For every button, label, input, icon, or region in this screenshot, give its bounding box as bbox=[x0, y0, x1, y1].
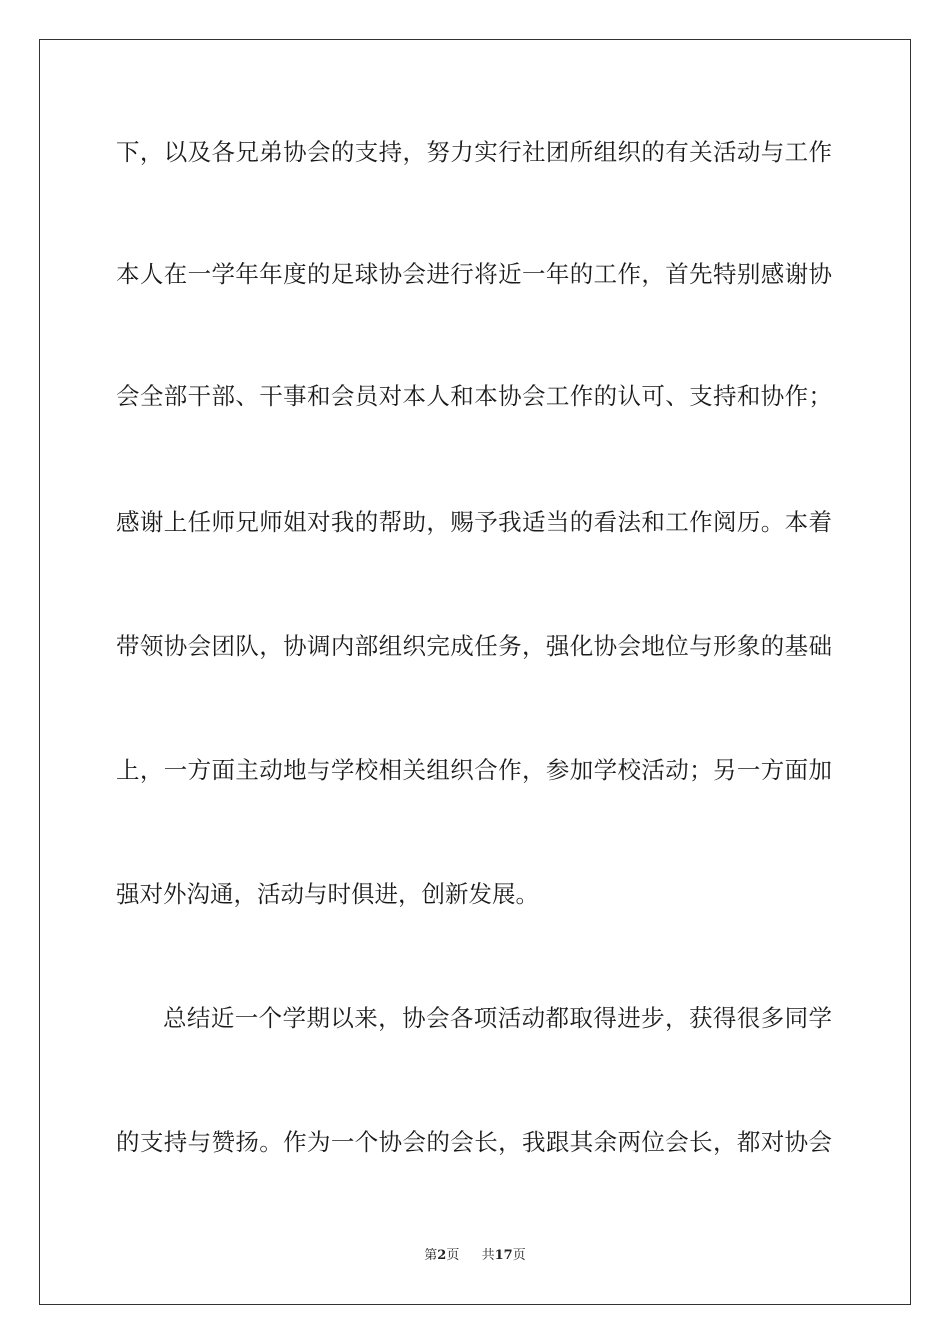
page-label-prefix: 第 bbox=[424, 1248, 438, 1263]
page-label-suffix: 页 bbox=[446, 1248, 460, 1263]
body-text-line: 上，一方面主动地与学校相关组织合作，参加学校活动；另一方面加 bbox=[116, 756, 832, 784]
body-text-line: 总结近一个学期以来，协会各项活动都取得进步，获得很多同学 bbox=[163, 1004, 832, 1032]
page-number: 2 bbox=[437, 1248, 447, 1263]
body-text-line: 带领协会团队，协调内部组织完成任务，强化协会地位与形象的基础 bbox=[116, 632, 832, 660]
body-text-line: 的支持与赞扬。作为一个协会的会长，我跟其余两位会长，都对协会 bbox=[116, 1128, 832, 1156]
body-text-line: 下，以及各兄弟协会的支持，努力实行社团所组织的有关活动与工作 bbox=[116, 138, 832, 166]
total-label-suffix: 页 bbox=[512, 1248, 526, 1263]
total-label-prefix: 共 bbox=[481, 1248, 495, 1263]
body-text-line: 会全部干部、干事和会员对本人和本协会工作的认可、支持和协作； bbox=[116, 382, 832, 410]
page-border bbox=[39, 39, 911, 1305]
body-text-line: 强对外沟通，活动与时俱进，创新发展。 bbox=[116, 880, 539, 908]
page-footer bbox=[0, 1246, 950, 1266]
total-pages: 17 bbox=[494, 1248, 513, 1263]
body-text-line: 感谢上任师兄师姐对我的帮助，赐予我适当的看法和工作阅历。本着 bbox=[116, 508, 832, 536]
body-text-line: 本人在一学年年度的足球协会进行将近一年的工作，首先特别感谢协 bbox=[116, 260, 832, 288]
